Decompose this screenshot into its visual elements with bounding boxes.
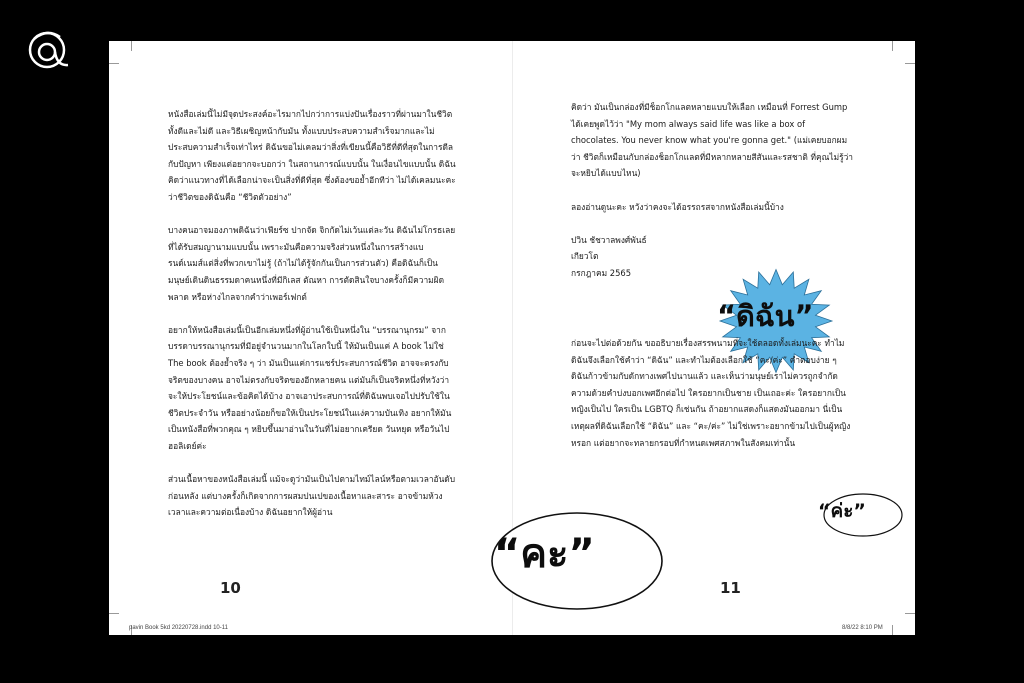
publisher-logo-icon <box>22 22 76 76</box>
left-paragraph-3: อยากให้หนังสือเล่มนี้เป็นอีกเล่มหนึ่งที่ผู้อ่านใช้เป็นหนึ่งใน “บรรณานุกรม” จากบรรดาบรรณานุกรมที่มีอยู่จำนวนมากในโลกใบนี้ ให้มันเป็นแค่ A book ไม่ใช่ The book ต้องย้ำจริง ๆ ว่า มันเป็นแค่การแชร์ประสบการณ์ชีวิต อาจจะตรงกับจริตของบางคน อาจไม่ตรงกับจริตของอีกหลายคน แต่มันก็เป็นจริตหนึ่งที่หวังว่าจะให้ประโยชน์และข้อคิดได้บ้าง อาจเอาประสบการณ์ที่ดิฉันพบเจอไปปรับใช้ในชีวิตประจำวัน หรืออย่างน้อยก็ขอให้เป็นประโยชน์ในแง่ความบันเทิง อยากให้มันเป็นหนังสือที่พวกคุณ ๆ หยิบขึ้นมาอ่านในวันที่ไม่อยากเครียด วันหยุด หรือวันไปฮอลิเดย์ค่ะ <box>168 324 452 451</box>
signature-author: ปวิน ชัชวาลพงศ์พันธ์ <box>571 234 647 245</box>
crop-mark <box>892 625 893 635</box>
crop-mark <box>109 63 119 64</box>
signature-location: เกียวโต <box>571 251 599 262</box>
signature-date: กรกฎาคม 2565 <box>571 267 632 278</box>
sticker-kha-small-text: “ค่ะ” <box>818 500 866 522</box>
left-paragraph-2: บางคนอาจมองภาพดิฉันว่าเฟียร์ซ ปากจัด จิกกัดไม่เว้นแต่ละวัน ดิฉันไม่โกรธเลยที่ได้รับสมญานามแบบนั้น เพราะมันคือความจริงส่วนหนึ่งในการสร้างแบรนด์เนมส์แต่สิ่งที่พวกเขาไม่รู้ (ถ้าไม่ได้รู้จักกันเป็นการส่วนตัว) คือดิฉันก็เป็นมนุษย์เดินดินธรรมดาคนหนึ่งที่มีกิเลส ตัณหา การตัดสินใจบางครั้งก็มีความผิดพลาด หรือห่างไกลจากคำว่าเพอร์เฟกต์ <box>168 225 456 302</box>
crop-mark <box>109 613 119 614</box>
left-paragraph-1: หนังสือเล่มนี้ไม่มีจุดประสงค์อะไรมากไปกว่าการแบ่งปันเรื่องราวที่ผ่านมาในชีวิต ทั้งดีและไม่ดี และวิธีเผชิญหน้ากับมัน ทั้งแบบประสบความสำเร็จมากและไม่ประสบความสำเร็จเท่าไหร่ ดิฉันขอไม่เคลมว่าสิ่งที่เขียนนี้คือวิธีที่ดีที่สุดในการดีลกับปัญหา เพียงแต่อยากจะบอกว่า ในสถานการณ์แบบนั้น ในเงื่อนไขแบบนั้น ดิฉันคิดว่าแนวทางที่ได้เลือกน่าจะเป็นสิ่งที่ดีที่สุด ซึ่งต้องขอย้ำอีกทีว่า ไม่ได้เคลมนะคะว่าชีวิตของดิฉันคือ “ชีวิตตัวอย่าง” <box>168 109 456 202</box>
sticker-dichan-text: “ดิฉัน” <box>717 299 814 333</box>
sticker-kha-large-text: “คะ” <box>494 531 595 577</box>
page-number-left: 10 <box>220 579 241 597</box>
crop-mark <box>131 41 132 51</box>
right-page-body-bottom <box>571 335 853 451</box>
book-spread <box>109 41 915 635</box>
page-number-right: 11 <box>720 579 741 597</box>
print-slug-right: 8/8/22 8:10 PM <box>842 625 883 631</box>
crop-mark <box>905 63 915 64</box>
crop-mark <box>905 613 915 614</box>
right-paragraph-2: ลองอ่านดูนะคะ หวังว่าคงจะได้อรรถรสจากหนังสือเล่มนี้บ้าง <box>571 201 784 212</box>
print-slug-left: pavin Book 5kd 20220728.indd 10-11 <box>129 625 228 631</box>
left-page-body <box>168 106 456 521</box>
left-paragraph-4: ส่วนเนื้อหาของหนังสือเล่มนี้ แม้จะดูว่ามันเป็นไปตามไทม์ไลน์หรือตามเวลาอันดับก่อนหลัง แต่บางครั้งก็เกิดจากการผสมปนเปของเนื้อหาและสาระ อาจข้ามห้วงเวลาและความต่อเนื่องบ้าง ดิฉันอยากให้ผู้อ่าน <box>168 474 456 518</box>
right-paragraph-3: ก่อนจะไปต่อด้วยกัน ขออธิบายเรื่องสรรพนามที่จะใช้ตลอดทั้งเล่มนะคะ ทำไมดิฉันจึงเลือกใช้คำว่า “ดิฉัน” และทำไมต้องเลือกใช้ “คะ/ค่ะ” คำตอบง่าย ๆ ดิฉันก้าวข้ามกับดักทางเพศไปนานแล้ว และเห็นว่ามนุษย์เราไม่ควรถูกจำกัดความด้วยคำบ่งบอกเพศอีกต่อไป ใครอยากเป็นชาย เป็นเถอะค่ะ ใครอยากเป็นหญิงเป็นไป ใครเป็น LGBTQ ก็เช่นกัน ถ้าอยากแสดงก็แสดงมันออกมา นี่เป็นเหตุผลที่ดิฉันเลือกใช้ “ดิฉัน” และ “คะ/ค่ะ” ไม่ใช่เพราะอยากข้ามไปเป็นผู้หญิงหรอก แต่อยากจะทลายกรอบที่กำหนดเพศสภาพในสังคมเท่านั้น <box>571 338 851 448</box>
right-page-body-top <box>571 99 853 282</box>
crop-mark <box>892 41 893 51</box>
right-paragraph-1: คิดว่า มันเป็นกล่องที่มีช็อกโกแลตหลายแบบให้เลือก เหมือนที่ Forrest Gump ได้เคยพูดไว้ว่า "My mom always said life was like a box of chocolates. You never know what you're gonna get." (แม่เคยบอกผมว่า ชีวิตก็เหมือนกับกล่องช็อกโกแลตที่มีหลากหลายสีสันและรสชาติ ที่คุณไม่รู้ว่าจะหยิบได้แบบไหน) <box>571 102 853 179</box>
